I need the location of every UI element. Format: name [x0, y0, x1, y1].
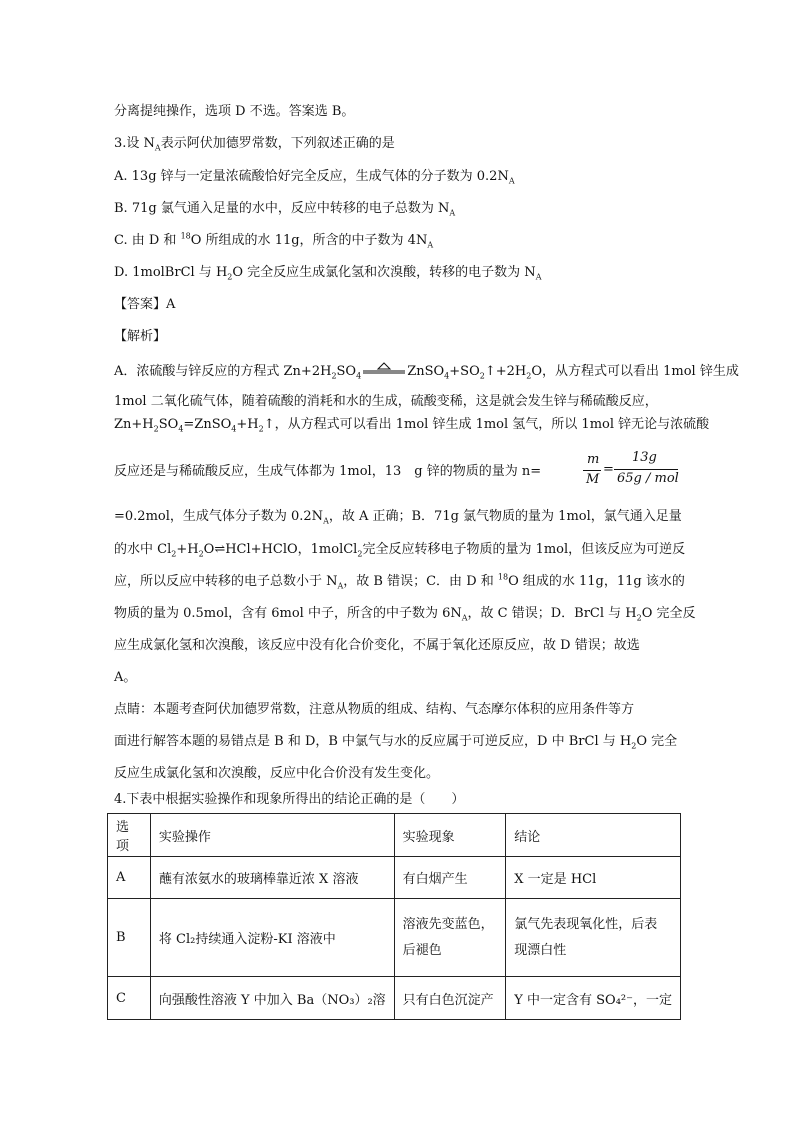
table-cell: X 一定是 HCl — [506, 857, 681, 899]
table-header-cell: 结论 — [506, 814, 681, 857]
analysis-line: 的水中 $Cl_2+H_2O\rightleftharpoons HCl+HClO$，1molCl$_2$完全反应转移电子物质的量为 1mol，但该反应为可逆反 — [114, 542, 686, 559]
option-c: C. 由 D 和 $^{18}$O 所组成的水 11g，所含的中子数为 $4N_A$ — [114, 231, 434, 250]
analysis-label: 【解析】 — [114, 329, 167, 344]
option-a: A. 13g 锌与一定量浓硫酸恰好完全反应，生成气体的分子数为 $0.2N_A$ — [114, 169, 515, 186]
table-cell: 将 Cl₂持续通入淀粉-KI 溶液中 — [150, 899, 394, 977]
question-3: 3.设 $N_A$表示阿伏加德罗常数，下列叙述正确的是 — [114, 136, 395, 153]
table-cell: 向强酸性溶液 Y 中加入 Ba（NO₃）₂溶 — [150, 977, 394, 1020]
analysis-line: A．浓硫酸与锌反应的方程式 $Zn+2H_2SO_4$ $ZnSO_4+SO_2↑+2H_2O$，从方程式可以看出 1mol 锌生成 — [114, 361, 739, 381]
table-cell: 蘸有浓氨水的玻璃棒靠近浓 X 溶液 — [150, 857, 394, 899]
table-cell: A — [108, 857, 151, 899]
analysis-line: 应，所以反应中转移的电子总数小于 $N_A$，故 B 错误；C．由 D 和 $^{18}$O 组成的水 11g，11g 该水的 — [114, 572, 685, 591]
table-cell: 只有白色沉淀产 — [394, 977, 506, 1020]
table-row — [108, 899, 681, 977]
fraction-bar — [583, 470, 601, 471]
equals-sign: = — [603, 462, 614, 477]
table-header-cell: 实验现象 — [394, 814, 506, 857]
table-cell: 溶液先变蓝色， 后褪色 — [394, 899, 506, 977]
table-header-cell: 实验操作 — [150, 814, 394, 857]
analysis-line: 物质的量为 0.5mol，含有 6mol 中子，所含的中子数为 $6N_A$，故 C 错误；D．BrCl 与 $H_2O$ 完全反 — [114, 606, 696, 623]
table-cell: Y 中一定含有 SO₄²⁻，一定 — [506, 977, 681, 1020]
heat-arrow-icon — [361, 361, 407, 381]
table-cell: 有白烟产生 — [394, 857, 506, 899]
fraction-numerator: m — [587, 452, 600, 467]
table-cell: B — [108, 899, 151, 977]
option-d: D. 1molBrCl 与 $H_2O$ 完全反应生成氯化氢和次溴酸，转移的电子数为 $N_A$ — [114, 265, 542, 282]
tip-line: 反应生成氯化氢和次溴酸，反应中化合价没有发生变化。 — [114, 766, 440, 781]
table-cell: 氯气先表现氧化性，后表 现漂白性 — [506, 899, 681, 977]
experiment-table — [107, 813, 681, 1020]
tip-line: 面进行解答本题的易错点是 B 和 D，B 中氯气与水的反应属于可逆反应，D 中 BrCl 与 $H_2O$ 完全 — [114, 734, 678, 751]
analysis-line: =0.2mol，生成气体分子数为 $0.2N_A$，故 A 正确；B．71g 氯气物质的量为 1mol，氯气通入足量 — [114, 509, 682, 526]
option-b: B. 71g 氯气通入足量的水中，反应中转移的电子总数为 $N_A$ — [114, 201, 456, 218]
fraction-denominator: 65g / mol — [617, 471, 679, 486]
question-4: 4.下表中根据实验操作和现象所得出的结论正确的是（ ） — [114, 792, 465, 807]
table-cell: C — [108, 977, 151, 1020]
table-row — [108, 977, 681, 1020]
text-line: 分离提纯操作，选项 D 不选。答案选 B。 — [114, 104, 355, 119]
answer-label: 【答案】A — [114, 297, 176, 312]
analysis-line: A。 — [114, 670, 137, 685]
tip-line: 点睛：本题考查阿伏加德罗常数，注意从物质的组成、结构、气态摩尔体积的应用条件等方 — [114, 702, 635, 717]
analysis-line: 反应还是与稀硫酸反应，生成气体都为 1mol，13 g 锌的物质的量为 n= — [114, 464, 542, 479]
table-header-row — [108, 814, 681, 857]
fraction-denominator: M — [586, 472, 600, 487]
fraction-numerator: 13g — [632, 450, 657, 465]
analysis-line: 1mol 二氧化硫气体，随着硫酸的消耗和水的生成，硫酸变稀，这是就会发生锌与稀硫酸反应， — [114, 394, 658, 409]
table-header-cell: 选项 — [108, 814, 151, 857]
analysis-line: 应生成氯化氢和次溴酸，该反应中没有化合价变化，不属于氧化还原反应，故 D 错误；故选 — [114, 638, 640, 653]
table-row — [108, 857, 681, 899]
fraction-bar — [614, 469, 678, 470]
analysis-line: $Zn+H_2SO_4=ZnSO_4+H_2↑$，从方程式可以看出 1mol 锌生成 1mol 氢气，所以 1mol 锌无论与浓硫酸 — [114, 417, 710, 434]
